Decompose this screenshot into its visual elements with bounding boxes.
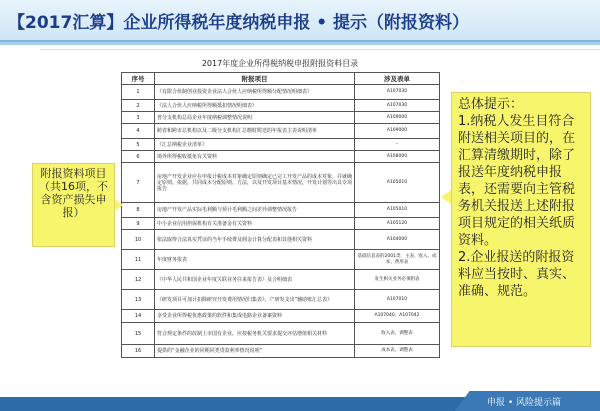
row-no: 1	[122, 85, 155, 100]
table-row	[122, 250, 440, 270]
row-no: 10	[122, 230, 155, 250]
title-divider	[40, 49, 600, 50]
table-row	[122, 85, 440, 100]
left-callout: 附报资料项目（共16项，不含资产损失申报）	[32, 163, 115, 247]
table-row	[122, 323, 440, 345]
right-callout	[451, 92, 591, 347]
table-row	[122, 218, 440, 230]
table-row	[122, 163, 440, 203]
row-form: 发生相关业务必须附表	[355, 270, 440, 290]
row-form: A105010	[355, 203, 440, 218]
table-row	[122, 230, 440, 250]
table-row	[122, 112, 440, 124]
row-form: A109000	[355, 112, 440, 124]
row-item: 符合规定条件的改制上市国有企业，应按税务机关要求提交评估增值相关材料	[155, 323, 355, 345]
row-item: 提供的“金融企业的同期同类贷款利率情况说明”	[155, 345, 355, 358]
row-item: 房地产开发企业应在申报计税成本对象确定原则确定已完工开发产品的成本对象，并就确定原则、依据，共同成本分配原则、方法，以及开发项目基本情况、开发计划等出具专项报告	[155, 163, 355, 203]
document-title: 2017年度企业所得税纳税申报附报资料目录	[201, 59, 359, 68]
row-item: 享受企业所得税优惠政策的软件和集成电路企业备案资料	[155, 310, 355, 323]
row-form: A108000	[355, 151, 440, 163]
row-form: 收入表、调整表	[355, 323, 440, 345]
header-form: 涉及表单	[355, 73, 440, 85]
row-no: 6	[122, 151, 155, 163]
row-form: 基础信息表的2001类：主表、收入、成本、费用表	[355, 250, 440, 270]
summary-point-2: 2.企业报送的附报资料应当按时、真实、准确、规范。	[458, 250, 576, 299]
left-callout-arrow	[115, 199, 123, 211]
row-item: 房地产开发产品实际毛利额与预计毛利额之间差异调整情况报告	[155, 203, 355, 218]
row-no: 9	[122, 218, 155, 230]
summary-heading: 总体提示：	[458, 97, 524, 112]
row-form: –	[355, 139, 440, 151]
right-callout-arrow	[441, 190, 451, 204]
attachment-document	[121, 56, 439, 393]
row-form: A107030	[355, 85, 440, 100]
table-row	[122, 270, 440, 290]
row-form: 成本表、调整表	[355, 345, 440, 358]
footer-label: 申报 • 风险提示篇	[487, 398, 562, 408]
row-no: 12	[122, 270, 155, 290]
row-no: 4	[122, 124, 155, 139]
table-row	[122, 124, 440, 139]
row-item: 《有限合伙制创业投资企业法人合伙人应纳税所得额分配情况明细表》	[155, 85, 355, 100]
header-item: 附报项目	[155, 73, 355, 85]
row-no: 13	[122, 290, 155, 310]
row-item: 《研发项目可加计扣除研究开发费用情况归集表》、《“研发支出”辅助账汇总表》	[155, 290, 355, 310]
row-form: A107030	[355, 100, 440, 112]
row-item: 《法人合伙人应纳税所得额抵扣情况明细表》	[155, 100, 355, 112]
row-no: 2	[122, 100, 155, 112]
row-form: A105120	[355, 218, 440, 230]
attachment-table	[121, 72, 440, 358]
slide-title: 【2017汇算】企业所得税年度纳税申报 • 提示（附报资料）	[8, 13, 470, 33]
row-no: 5	[122, 139, 155, 151]
row-no: 7	[122, 163, 155, 203]
row-no: 15	[122, 323, 155, 345]
row-form: A104000	[355, 230, 440, 250]
row-form: A107010	[355, 290, 440, 310]
table-row	[122, 345, 440, 358]
row-form: A109000	[355, 124, 440, 139]
table-row	[122, 310, 440, 323]
row-item: 普分支机构总局企业年度纳税调整情况说明	[155, 112, 355, 124]
table-row	[122, 290, 440, 310]
table-header-row	[122, 73, 440, 85]
row-no: 16	[122, 345, 155, 358]
row-form: A107040、A107042	[355, 310, 440, 323]
table-row	[122, 139, 440, 151]
row-item: 中小企业信用担保机构有关准备金有关资料	[155, 218, 355, 230]
title-underline	[0, 42, 600, 45]
summary-point-1: 1.纳税人发生目符合附送相关项目的，在汇算清缴期时，除了报送年度纳税申报表，还需要向主管税务机关报送上述附报项目规定的相关纸质资料。	[458, 114, 576, 248]
header-no: 序号	[122, 73, 155, 85]
row-item: 年度财务报表	[155, 250, 355, 270]
table-row	[122, 151, 440, 163]
row-item: 境外所得税收抵免有关资料	[155, 151, 355, 163]
row-item: 依法取得合法真实凭证的当年手续费及佣金计算分配表和其他相关资料	[155, 230, 355, 250]
row-form: A105010	[355, 163, 440, 203]
table-row	[122, 100, 440, 112]
table-row	[122, 203, 440, 218]
row-no: 14	[122, 310, 155, 323]
row-item: 《中华人民共和国企业年度关联业务往来报告表》及合明细表	[155, 270, 355, 290]
row-no: 8	[122, 203, 155, 218]
row-item: 《汇总纳税企业清单》	[155, 139, 355, 151]
row-item: 跨省和跨市总机构以及二级分支机构汇总缴时附送的年报表主表说明清单	[155, 124, 355, 139]
row-no: 11	[122, 250, 155, 270]
row-no: 3	[122, 112, 155, 124]
